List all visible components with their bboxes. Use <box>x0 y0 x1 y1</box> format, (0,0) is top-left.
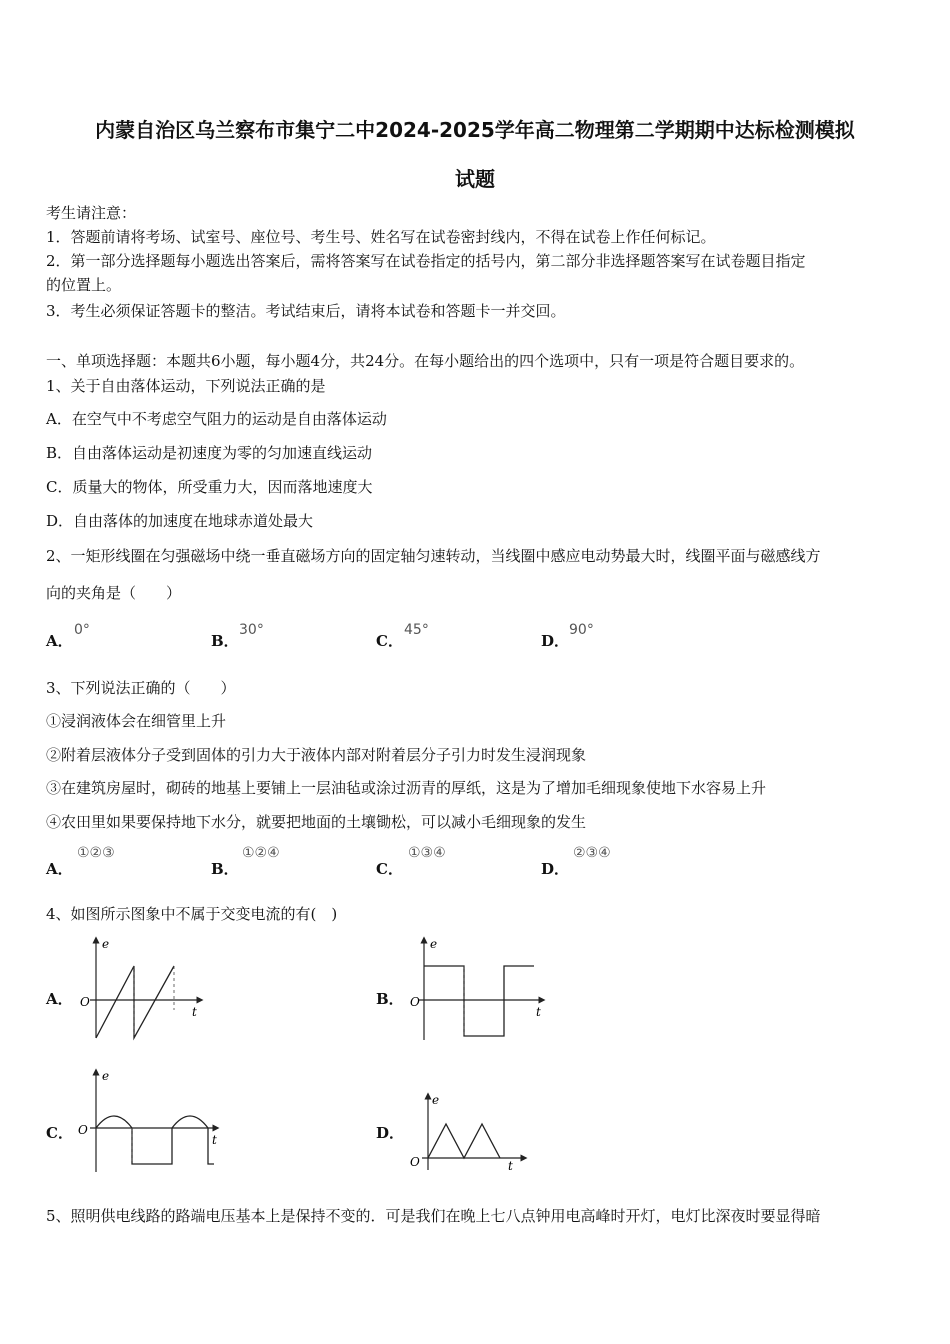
section-heading: 一、单项选择题：本题共6小题，每小题4分，共24分。在每小题给出的四个选项中，只有一项是符合题目要求的。 <box>46 352 805 370</box>
q1-option-c: C．质量大的物体，所受重力大，因而落地速度大 <box>46 478 373 496</box>
q3-option-d-value: ②③④ <box>573 845 611 861</box>
q3-stem: 3、下列说法正确的（ ） <box>46 679 236 697</box>
q4-option-d-letter: D． <box>376 1124 405 1142</box>
q3-option-a-value: ①②③ <box>77 845 115 861</box>
q4-d-axis-t: t <box>508 1159 513 1173</box>
page-title-line1: 内蒙自治区乌兰察布市集宁二中2024-2025学年高二物理第二学期期中达标检测模拟 <box>95 118 855 142</box>
q4-option-c-letter: C． <box>46 1124 73 1142</box>
notice-item-1: 1．答题前请将考场、试室号、座位号、考生号、姓名写在试卷密封线内，不得在试卷上作任何标记。 <box>46 228 716 246</box>
q4-a-axis-t: t <box>192 1005 197 1019</box>
q2-option-b-value: 30° <box>239 622 264 638</box>
q4-b-axis-t: t <box>536 1005 541 1019</box>
q4-graph-c-half-sine-square <box>72 1066 222 1176</box>
q3-option-b-letter: B． <box>211 860 239 878</box>
q3-option-a-letter: A． <box>46 860 73 878</box>
q4-c-axis-e: e <box>102 1069 110 1083</box>
q5-stem: 5、照明供电线路的路端电压基本上是保持不变的．可是我们在晚上七八点钟用电高峰时开灯，电灯比深夜时要显得暗 <box>46 1207 821 1225</box>
q2-option-c-letter: C． <box>376 632 403 650</box>
q4-stem: 4、如图所示图象中不属于交变电流的有( ) <box>46 905 338 923</box>
notice-item-2: 2．第一部分选择题每小题选出答案后，需将答案写在试卷指定的括号内，第二部分非选择题答案写在试卷题目指定 <box>46 252 806 270</box>
q2-stem-line1: 2、一矩形线圈在匀强磁场中绕一垂直磁场方向的固定轴匀速转动，当线圈中感应电动势最大时，线圈平面与磁感线方 <box>46 547 821 565</box>
q2-option-b-letter: B． <box>211 632 239 650</box>
q2-stem-line2: 向的夹角是（ ） <box>46 584 182 602</box>
q4-d-axis-e: e <box>432 1093 440 1107</box>
q2-option-c-value: 45° <box>404 622 429 638</box>
q4-b-axis-e: e <box>430 937 438 951</box>
q4-option-b-letter: B． <box>376 990 404 1008</box>
notice-item-2-cont: 的位置上。 <box>46 276 122 294</box>
q1-option-d: D．自由落体的加速度在地球赤道处最大 <box>46 512 314 530</box>
q1-option-a: A．在空气中不考虑空气阻力的运动是自由落体运动 <box>46 410 387 428</box>
q4-c-axis-t: t <box>212 1133 217 1147</box>
q3-statement-1: ①浸润液体会在细管里上升 <box>46 712 227 730</box>
q3-option-d-letter: D． <box>541 860 570 878</box>
q3-statement-3: ③在建筑房屋时，砌砖的地基上要铺上一层油毡或涂过沥青的厚纸，这是为了增加毛细现象使地下水容易上升 <box>46 779 767 797</box>
q4-graph-b-square <box>402 934 552 1044</box>
q4-a-axis-e: e <box>102 937 110 951</box>
q3-statement-4: ④农田里如果要保持地下水分，就要把地面的土壤锄松，可以减小毛细现象的发生 <box>46 813 587 831</box>
q3-option-c-value: ①③④ <box>408 845 446 861</box>
q4-graph-d-triangle <box>402 1090 532 1176</box>
q1-stem: 1、关于自由落体运动，下列说法正确的是 <box>46 377 326 395</box>
q4-d-origin: O <box>410 1155 420 1169</box>
q4-option-a-letter: A． <box>46 990 73 1008</box>
q4-c-origin: O <box>78 1123 88 1137</box>
q1-option-b: B．自由落体运动是初速度为零的匀加速直线运动 <box>46 444 373 462</box>
notice-item-3: 3．考生必须保证答题卡的整洁。考试结束后，请将本试卷和答题卡一并交回。 <box>46 302 566 320</box>
q2-option-a-value: 0° <box>74 622 90 638</box>
notice-heading: 考生请注意： <box>46 204 137 222</box>
q4-graph-a-sawtooth <box>72 934 212 1044</box>
q2-option-d-value: 90° <box>569 622 594 638</box>
page-title-line2: 试题 <box>455 167 495 191</box>
q2-option-a-letter: A． <box>46 632 73 650</box>
q3-statement-2: ②附着层液体分子受到固体的引力大于液体内部对附着层分子引力时发生浸润现象 <box>46 746 587 764</box>
q4-a-origin: O <box>80 995 90 1009</box>
q2-option-d-letter: D． <box>541 632 570 650</box>
q3-option-b-value: ①②④ <box>242 845 280 861</box>
q4-b-origin: O <box>410 995 420 1009</box>
q3-option-c-letter: C． <box>376 860 403 878</box>
